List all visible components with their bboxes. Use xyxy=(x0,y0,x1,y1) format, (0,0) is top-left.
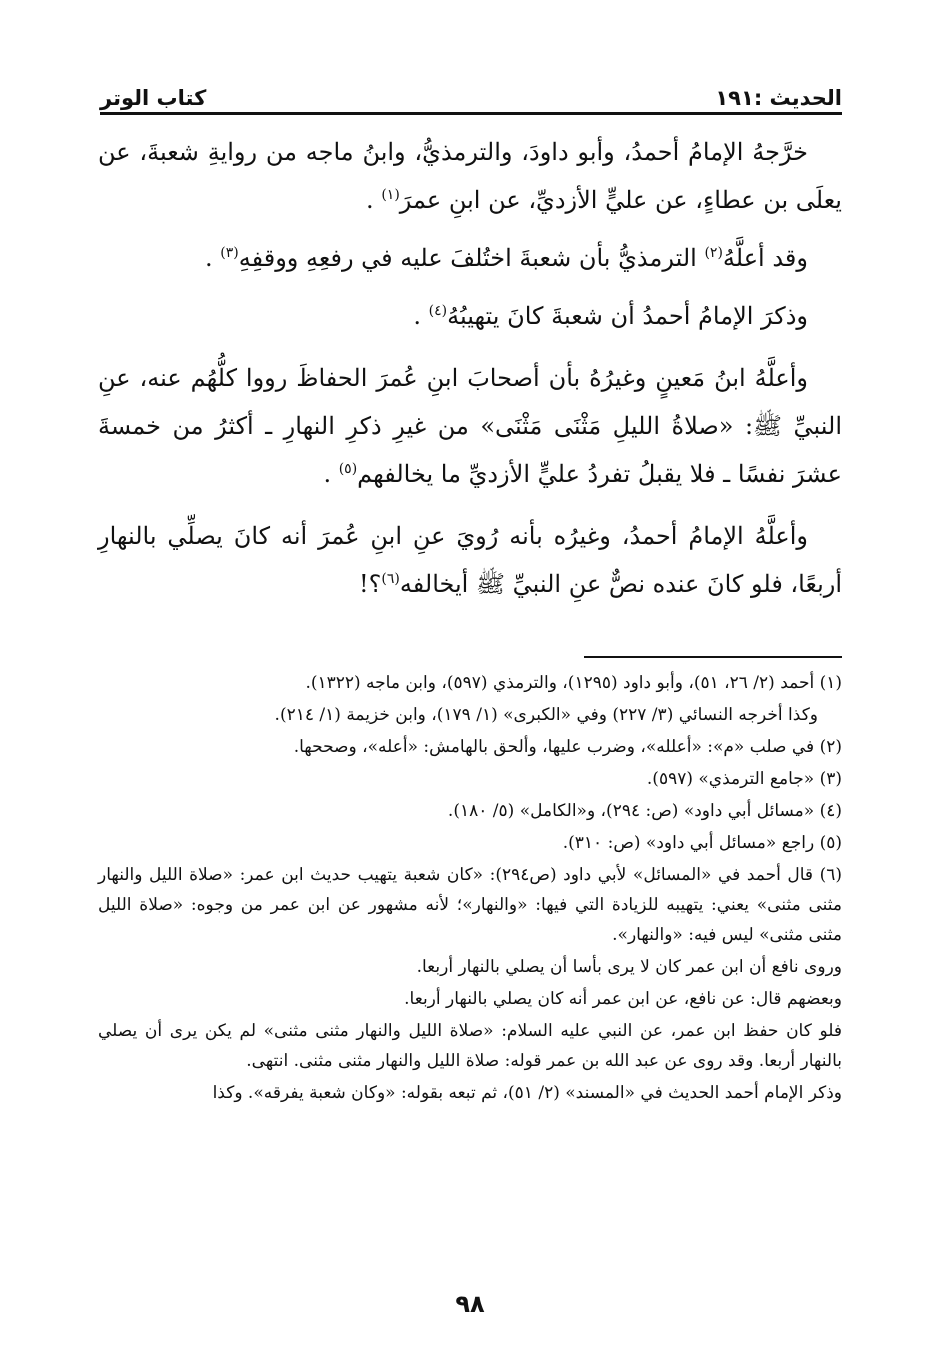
running-header xyxy=(100,78,842,115)
hadith-number: الحديث :١٩١ xyxy=(715,86,842,110)
footnote-6: (٦) قال أحمد في «المسائل» لأبي داود (ص٢٩٤): «كان شعبة يتهيب حديث ابن عمر: «صلاة الليل والنهار مثنى مثنى» يعني: يتهيبه للزيادة التي فيها: «والنهار»؛ لأنه مشهور عن ابن عمر من وجوه: «صلاة الليل مثنى مثنى» ليس فيه: «والنهار». xyxy=(98,865,842,945)
footnotes xyxy=(98,668,842,1110)
paragraph-2: وقد أعلَّهُ$^{(٢)}$ الترمذيُّ بأن شعبةَ اختُلفَ عليه في رفعِهِ ووقفِهِ$^{(٣)}$ . xyxy=(205,244,808,272)
paragraph-3: وذكرَ الإمامُ أحمدُ أن شعبةَ كانَ يتهيبُهُ$^{(٤)}$ . xyxy=(413,302,808,330)
paragraph-1: خرَّجهُ الإمامُ أحمدُ، وأبو داودَ، والترمذيُّ، وابنُ ماجه من روايةِ شعبةَ، عن يعلَى بن عطاءٍ، عن عليٍّ الأزديِّ، عن ابنِ عمرَ$^{(١)}$ . xyxy=(98,138,842,214)
footnote-3: (٣) «جامع الترمذي» (٥٩٧). xyxy=(646,769,842,789)
footnote-6-part-2: وروى نافع أن ابن عمر كان لا يرى بأسا أن يصلي بالنهار أربعا. xyxy=(416,957,842,977)
paragraph-5: وأعلَّهُ الإمامُ أحمدُ، وغيرُه بأنه رُويَ عنِ ابنِ عُمرَ أنه كانَ يصلِّي بالنهارِ أربعًا، فلو كانَ عنده نصٌّ عنِ النبيِّ ﷺ أيخالفه$^{(٦)}$؟! xyxy=(98,522,842,598)
book-title: كتاب الوتر xyxy=(100,86,207,110)
footnote-ref-3: (٣) xyxy=(220,245,239,261)
footnote-1-continued: وكذا أخرجه النسائي (٣/ ٢٢٧) وفي «الكبرى» (١/ ١٧٩)، وابن خزيمة (١/ ٢١٤). xyxy=(274,705,818,725)
footnote-6-part-3: وبعضهم قال: عن نافع، عن ابن عمر أنه كان يصلي بالنهار أربعا. xyxy=(404,989,842,1009)
footnote-1: (١) أحمد (٢/ ٢٦، ٥١)، وأبو داود (١٢٩٥)، والترمذي (٥٩٧)، وابن ماجه (١٣٢٢). xyxy=(305,673,842,693)
footnote-ref-4: (٤) xyxy=(428,303,448,319)
footnote-ref-5: (٥) xyxy=(338,461,358,477)
footnote-6-part-5: وذكر الإمام أحمد الحديث في «المسند» (٢/ ٥١)، ثم تبعه بقوله: «وكان شعبة يفرقه». وكذا xyxy=(212,1083,842,1103)
footnote-5: (٥) راجع «مسائل أبي داود» (ص: ٣١٠). xyxy=(562,833,842,853)
footnote-ref-6: (٦) xyxy=(381,571,400,587)
footnote-ref-2: (٢) xyxy=(704,245,723,261)
footnote-divider xyxy=(584,656,842,658)
footnote-4: (٤) «مسائل أبي داود» (ص: ٢٩٤)، و«الكامل» (٥/ ١٨٠). xyxy=(447,801,842,821)
footnote-6-part-4: فلو كان حفظ ابن عمر، عن النبي عليه السلام: «صلاة الليل والنهار مثنى مثنى» لم يكن يرى أن يصلي بالنهار أربعا. وقد روى عن عبد الله بن عمر قوله: صلاة الليل والنهار مثنى مثنى. انتهى. xyxy=(98,1021,842,1071)
footnote-2: (٢) في صلب «م»: «أعلله»، وضرب عليها، وألحق بالهامش: «أعله»، وصححها. xyxy=(293,737,842,757)
paragraph-4: وأعلَّهُ ابنُ مَعينٍ وغيرُهُ بأن أصحابَ ابنِ عُمرَ الحفاظَ رووا كلُّهُم عنه، عنِ النبيِّ ﷺ: «صلاةُ الليلِ مَثْنَى مَثْنَى» من غيرِ ذكرِ النهارِ ـ أكثرُ من خمسةَ عشرَ نفسًا ـ فلا يقبلُ تفردُ عليٍّ الأزديِّ ما يخالفهم$^{(٥)}$ . xyxy=(98,364,842,488)
main-text xyxy=(98,128,842,618)
page-number: ٩٨ xyxy=(455,1290,485,1318)
footnote-ref-1: (١) xyxy=(381,187,400,203)
